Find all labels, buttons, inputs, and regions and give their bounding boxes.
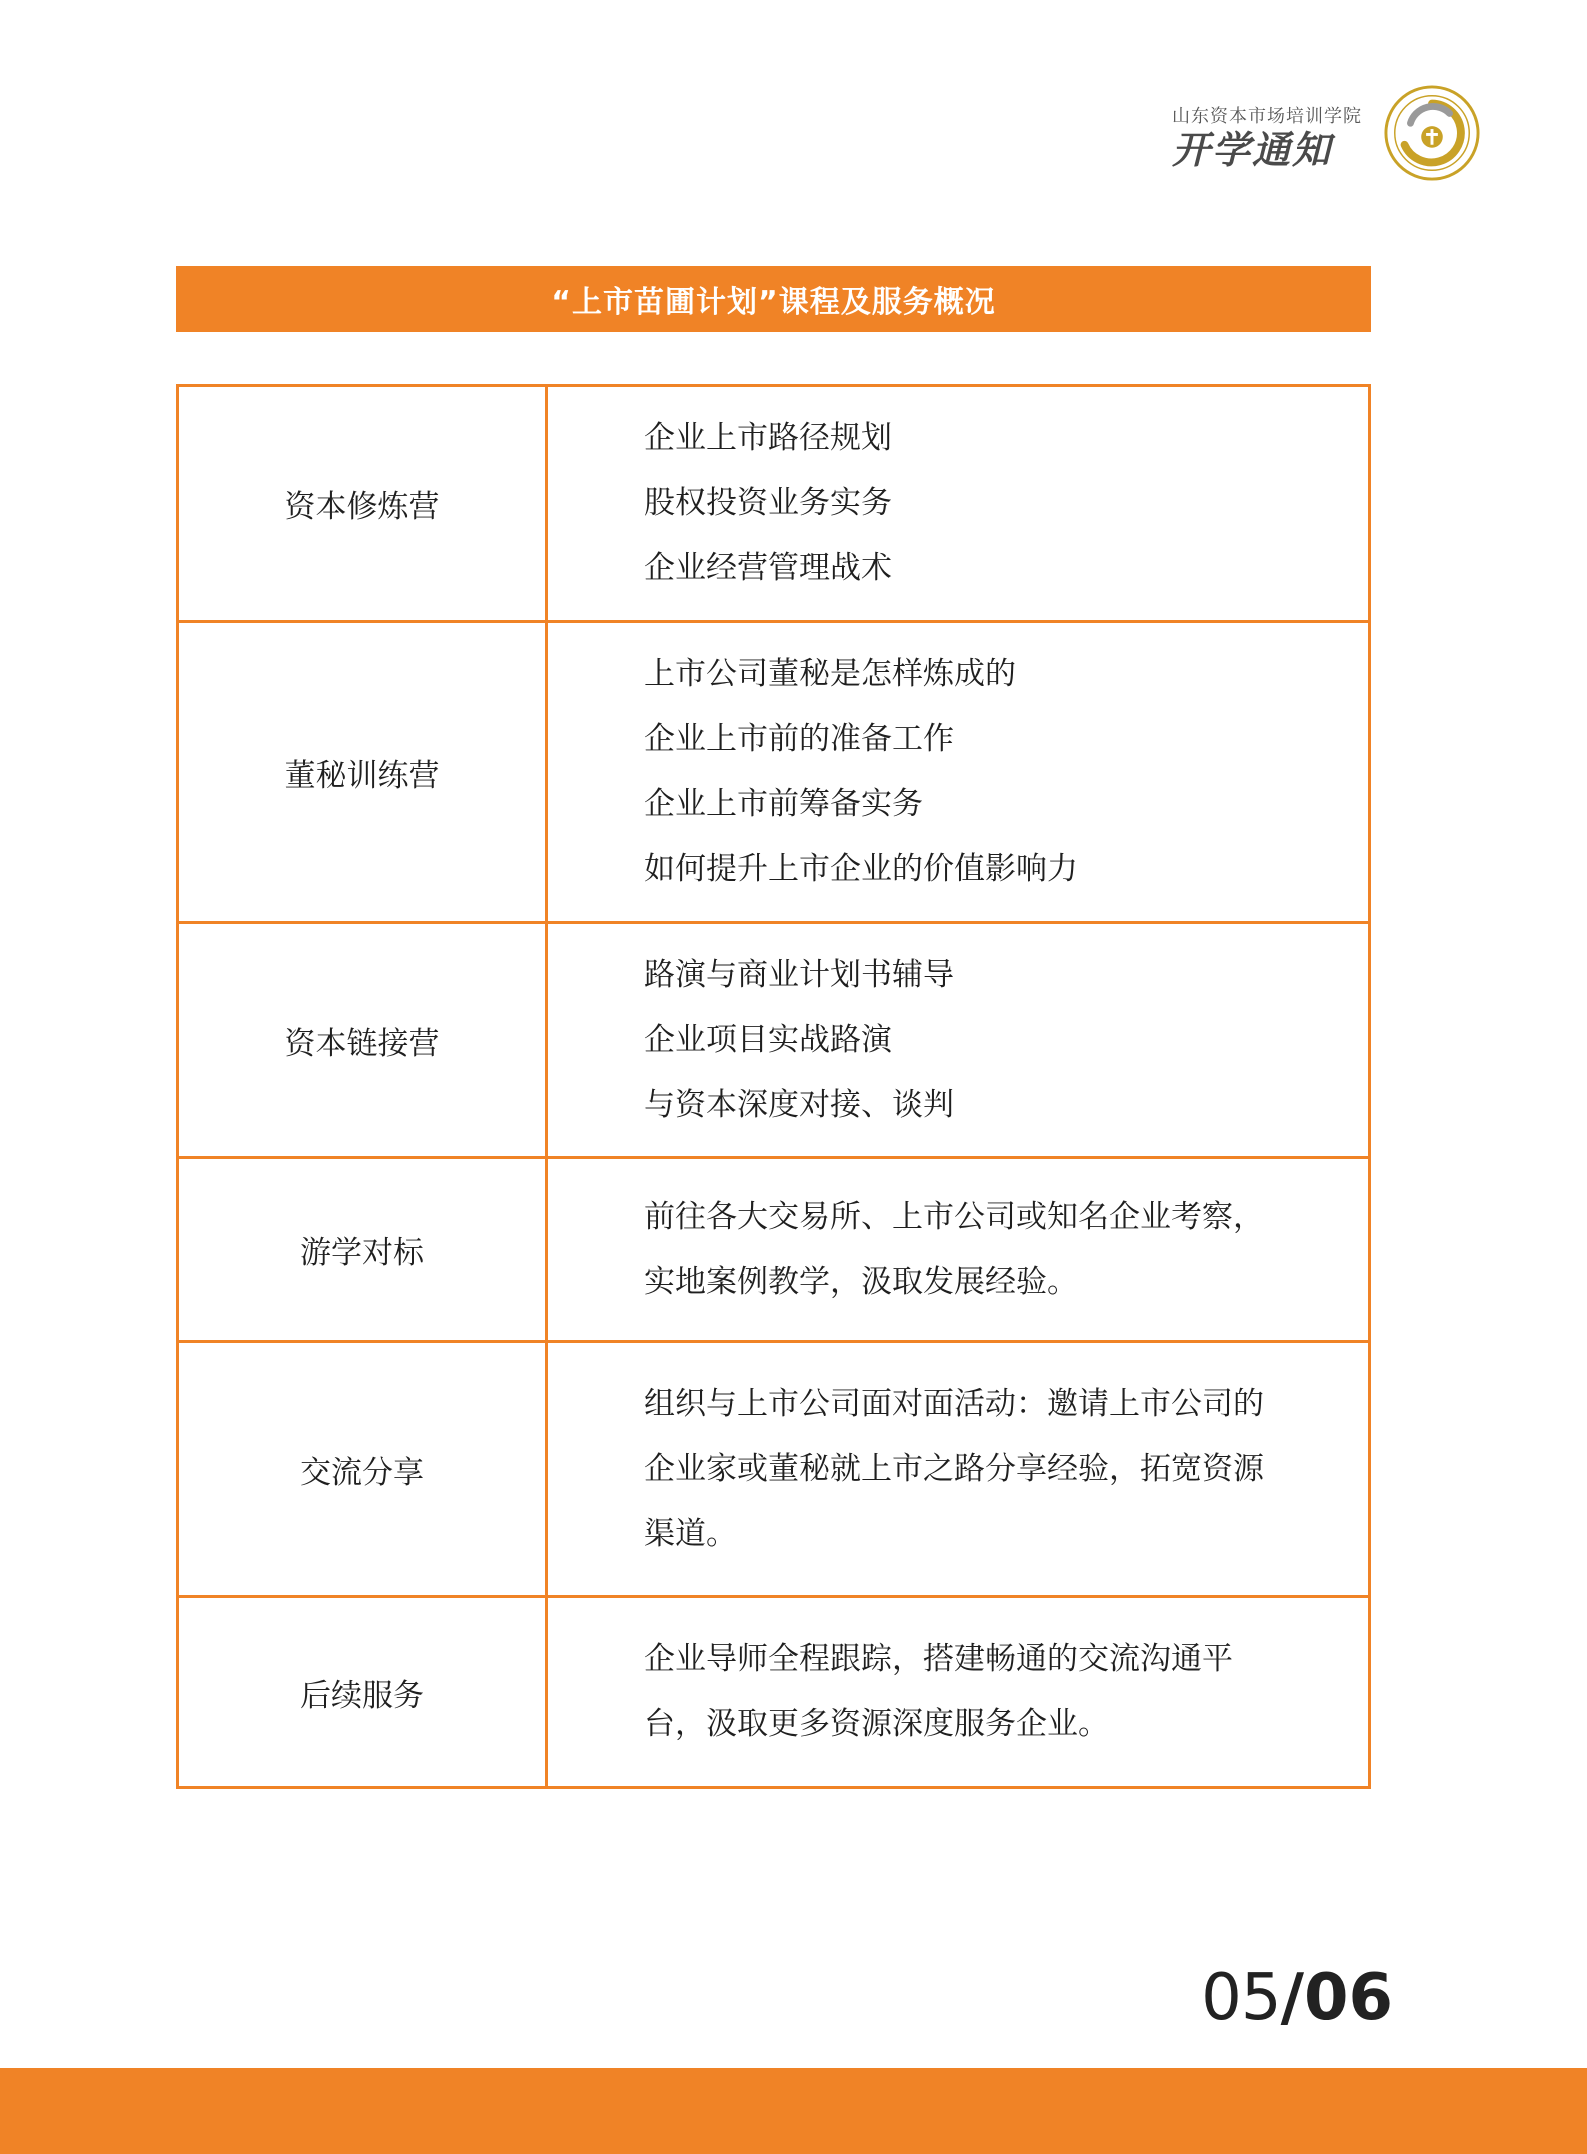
row-category: 资本修炼营 [178,386,547,622]
page-header [1172,106,1362,172]
table-row [178,923,1370,1158]
row-items [547,923,1370,1158]
row-category: 资本链接营 [178,923,547,1158]
table-row [178,1597,1370,1788]
page-current: 05 [1201,1961,1281,2035]
list-item: 股权投资业务实务 [644,485,892,521]
row-description: 企业导师全程跟踪，搭建畅通的交流沟通平台，汲取更多资源深度服务企业。 [644,1641,1233,1742]
row-items [547,386,1370,622]
org-name: 山东资本市场培训学院 [1172,106,1362,127]
course-table [176,384,1371,1789]
row-category: 交流分享 [178,1342,547,1597]
table-row [178,622,1370,923]
list-item: 路演与商业计划书辅导 [644,956,954,993]
row-description: 前往各大交易所、上市公司或知名企业考察，实地案例教学，汲取发展经验。 [644,1198,1264,1300]
notice-title: 开学通知 [1172,128,1333,172]
table-row [178,1342,1370,1597]
page-number [1201,1960,1393,2036]
page-separator: / [1280,1961,1304,2035]
list-item: 企业上市前筹备实务 [644,786,923,822]
row-items [547,1597,1370,1788]
table-row [178,386,1370,622]
list-item: 上市公司董秘是怎样炼成的 [644,656,1016,692]
college-seal-logo [1383,84,1481,182]
row-items [547,622,1370,923]
row-category: 游学对标 [178,1158,547,1342]
list-item: 企业项目实战路演 [644,1021,892,1058]
row-category: 董秘训练营 [178,622,547,923]
row-category: 后续服务 [178,1597,547,1788]
list-item: 企业上市路径规划 [644,420,892,456]
list-item: 企业经营管理战术 [644,550,892,586]
row-description: 组织与上市公司面对面活动：邀请上市公司的企业家或董秘就上市之路分享经验，拓宽资源渠道。 [644,1385,1264,1552]
section-title-bar: “上市苗圃计划”课程及服务概况 [176,266,1371,332]
list-item: 企业上市前的准备工作 [644,721,954,757]
row-items [547,1158,1370,1342]
row-items [547,1342,1370,1597]
list-item: 如何提升上市企业的价值影响力 [644,851,1078,887]
list-item: 与资本深度对接、谈判 [644,1086,954,1123]
page-total: 06 [1303,1961,1393,2035]
table-row [178,1158,1370,1342]
footer-bar [0,2068,1587,2154]
